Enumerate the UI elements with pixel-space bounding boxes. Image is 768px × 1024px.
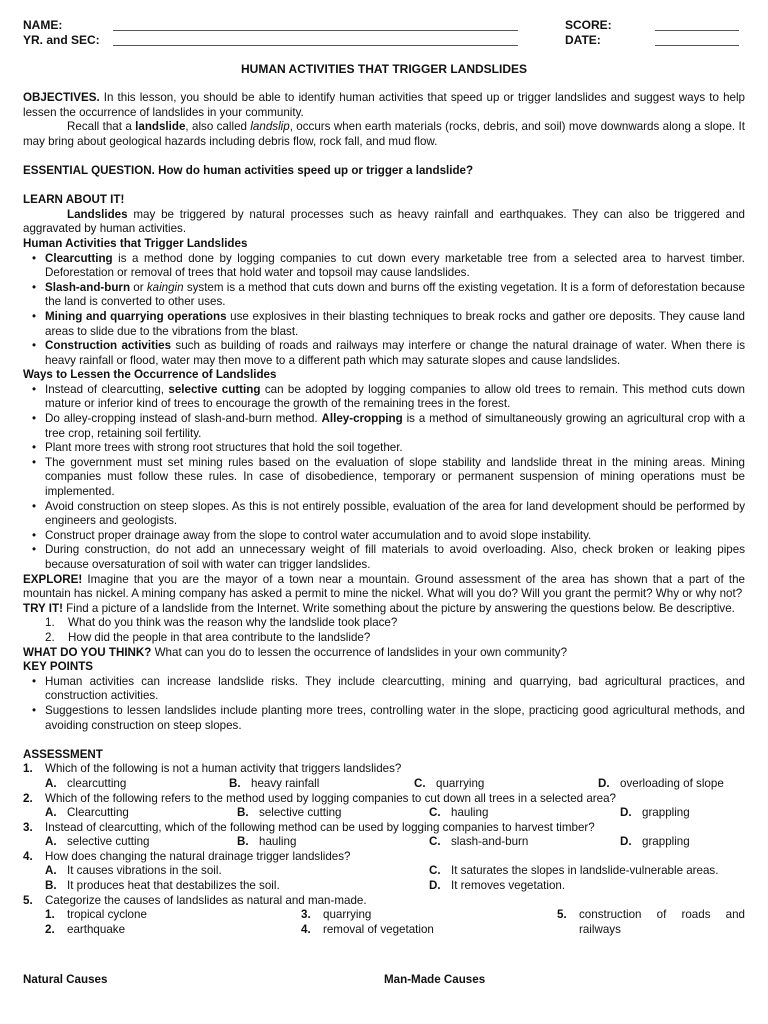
item-number: 5.: [557, 908, 567, 922]
try-it-paragraph: [23, 602, 745, 617]
option: [229, 777, 319, 792]
option-letter: A.: [45, 864, 57, 878]
item-text: can be adopted by logging companies to allow old trees to remain. This method cuts down mature or inferior kind of trees to encourage the growth of the remaining trees in the forest.: [45, 382, 745, 411]
answer-options: [23, 835, 745, 850]
answer-options: [23, 806, 745, 821]
option-letter: D.: [429, 879, 441, 893]
learn-intro: [23, 208, 745, 237]
name-line: [113, 30, 518, 31]
option-text: selective cutting: [259, 806, 342, 820]
list-item: • The government must set mining rules based on the evaluation of slope stability and landslide threat in the mining areas. Mining companies must follow these rules. In case of disobedience, temporary or permanent suspension of mining operations must be implemented.: [23, 456, 745, 500]
activities-list: [23, 252, 745, 369]
try-it-label: TRY IT!: [23, 601, 63, 615]
explore-paragraph: [23, 573, 745, 602]
list-item: [23, 631, 745, 646]
option-text: quarrying: [436, 776, 485, 790]
question-text: Categorize the causes of landslides as natural and man-made.: [45, 893, 367, 907]
list-item: [23, 252, 745, 281]
option: [237, 835, 296, 850]
cause-item: [45, 908, 147, 923]
option-text: overloading of slope: [620, 776, 724, 790]
page-title: HUMAN ACTIVITIES THAT TRIGGER LANDSLIDES: [241, 62, 527, 76]
activities-heading: Human Activities that Trigger Landslides: [23, 236, 248, 250]
ways-list: [23, 383, 745, 573]
cause-items: [23, 908, 745, 937]
think-paragraph: [23, 646, 745, 661]
item-text: earthquake: [67, 922, 126, 936]
answer-options: [23, 864, 745, 893]
item-text: system is a method that cuts down and burns off the existing vegetation. It is a form of deforestation because the land is converted to other uses.: [45, 280, 745, 309]
question-number: 3.: [23, 820, 33, 834]
option: [45, 879, 280, 894]
option: [598, 777, 724, 792]
man-made-causes-heading: Man-Made Causes: [384, 973, 486, 986]
question-text: Which of the following is not a human activity that triggers landslides?: [45, 762, 402, 776]
assessment-question: [23, 821, 745, 836]
list-item: • Human activities can increase landslide risks. They include clearcutting, mining and quarrying, bad agricultural practices, and construction activities.: [23, 675, 745, 704]
natural-causes-heading: Natural Causes: [23, 973, 108, 986]
answer-options: [23, 777, 745, 792]
option: [45, 864, 222, 879]
option-letter: B.: [237, 835, 249, 849]
item-text: removal of vegetation: [323, 922, 434, 936]
item-number: 2.: [45, 630, 55, 644]
kaingin-term: kaingin: [146, 280, 184, 294]
essential-question: ESSENTIAL QUESTION. How do human activities speed up or trigger a landslide?: [23, 163, 474, 177]
date-label: DATE:: [565, 33, 601, 47]
list-item: [23, 616, 745, 631]
item-text: is a method of simultaneously growing an agricultural crop with a tree crop, retaining soil fertility.: [45, 412, 745, 440]
item-number: 4.: [301, 922, 311, 936]
option-letter: D.: [620, 835, 632, 849]
option-letter: B.: [237, 806, 249, 820]
clearcutting-term: Clearcutting: [45, 251, 113, 265]
explore-label: EXPLORE!: [23, 572, 83, 586]
option-text: slash-and-burn: [451, 835, 529, 849]
option-text: grappling: [642, 806, 690, 820]
option: [429, 806, 488, 821]
item-text: construction of roads and: [579, 908, 745, 922]
option-letter: A.: [45, 835, 57, 849]
option-letter: C.: [429, 864, 441, 878]
question-text: How does changing the natural drainage trigger landslides?: [45, 849, 351, 863]
recall-text: , also called: [185, 120, 251, 134]
list-item: [23, 383, 745, 412]
option: [45, 806, 129, 821]
option-text: It removes vegetation.: [451, 879, 566, 893]
option: [45, 777, 126, 792]
yr-sec-label: YR. and SEC:: [23, 33, 100, 47]
assessment-question: [23, 792, 745, 807]
option-text: clearcutting: [67, 776, 127, 790]
assessment-question: [23, 894, 745, 909]
option-text: heavy rainfall: [251, 776, 320, 790]
score-label: SCORE:: [565, 18, 612, 32]
list-item: [23, 412, 745, 441]
option-letter: A.: [45, 776, 57, 790]
question-number: 4.: [23, 849, 33, 863]
recall-paragraph: [23, 120, 745, 149]
item-text: use explosives in their blasting techniques to break rocks and gather ore deposits. They cause land areas to slide due to the vibrations from the blast.: [45, 309, 745, 338]
score-line: [655, 30, 739, 31]
option-text: grappling: [642, 835, 690, 849]
option-letter: B.: [45, 879, 57, 893]
option-text: It saturates the slopes in landslide-vulnerable areas.: [451, 864, 719, 878]
list-item: [23, 310, 745, 339]
option-text: It produces heat that destabilizes the soil.: [67, 879, 280, 893]
item-number: 1.: [45, 908, 55, 922]
option-letter: C.: [429, 806, 441, 820]
objectives-label: OBJECTIVES.: [23, 91, 100, 104]
landslide-term: landslide: [135, 120, 186, 134]
construction-term: Construction activities: [45, 339, 172, 353]
list-item: • Construct proper drainage away from the slope to control water accumulation and to avoid slope instability.: [23, 529, 745, 544]
item-text: quarrying: [323, 908, 372, 922]
item-number: 2.: [45, 922, 55, 936]
question-number: 5.: [23, 893, 33, 907]
option: [45, 835, 150, 850]
try-it-text: Find a picture of a landslide from the Internet. Write something about the picture by answering the questions below. Be descriptive.: [62, 601, 735, 615]
selective-cutting-term: selective cutting: [168, 382, 261, 396]
list-item: • Avoid construction on steep slopes. As this is not entirely possible, evaluation of the area for land development should be performed by engineers and geologists.: [23, 500, 745, 529]
option: [620, 806, 690, 821]
item-text: Do alley-cropping instead of slash-and-burn method.: [45, 412, 322, 426]
option-text: hauling: [451, 806, 489, 820]
item-text: such as building of roads and railways may interfere or change the natural drainage of water. When there is heavy rainfall or flood, water may then move to a different path which may saturate slopes and cause landslides.: [45, 339, 745, 367]
option-letter: D.: [598, 776, 610, 790]
learn-heading: LEARN ABOUT IT!: [23, 193, 125, 207]
recall-text: , occurs when earth materials (rocks, debris, and soil) move downwards along a slope. It may bring about geological hazards including debris flow, rock fall, and mud flow.: [23, 120, 745, 148]
recall-text: Recall that a: [67, 120, 136, 134]
objectives-paragraph: [23, 91, 745, 120]
assessment-question: [23, 762, 745, 777]
option: [429, 879, 565, 894]
option-letter: A.: [45, 806, 57, 820]
mining-term: Mining and quarrying operations: [45, 309, 227, 323]
question-number: 1.: [23, 762, 33, 776]
item-number: 1.: [45, 616, 55, 630]
assessment-question: [23, 850, 745, 865]
landslip-term: landslip: [250, 120, 290, 134]
think-text: What can you do to lessen the occurrence of landslides in your own community?: [151, 645, 568, 659]
cause-item-continued: railways: [579, 922, 621, 936]
key-points-list: [23, 675, 745, 733]
question-text: Which of the following refers to the method used by logging companies to cut down all trees in a selected area?: [45, 791, 616, 805]
think-label: WHAT DO YOU THINK?: [23, 645, 152, 659]
list-item: • Plant more trees with strong root structures that hold the soil together.: [23, 441, 745, 456]
item-text: is a method done by logging companies to cut down every marketable tree from a selected area to harvest timber. Deforestation or removal of trees that hold water and topsoil may cause landslides.: [45, 251, 745, 280]
question-number: 2.: [23, 791, 33, 805]
item-text: tropical cyclone: [67, 908, 147, 922]
name-label: NAME:: [23, 18, 63, 32]
cause-item: [45, 923, 125, 938]
yr-sec-line: [113, 45, 518, 46]
option: [620, 835, 690, 850]
lesson-body: [23, 91, 745, 937]
ways-heading: Ways to Lessen the Occurrence of Landslides: [23, 368, 277, 382]
item-text: Instead of clearcutting,: [45, 382, 169, 396]
slash-and-burn-term: Slash-and-burn: [45, 280, 131, 294]
item-text: or: [130, 280, 147, 294]
option-text: selective cutting: [67, 835, 150, 849]
key-points-heading: KEY POINTS: [23, 660, 94, 674]
option-text: It causes vibrations in the soil.: [67, 864, 222, 878]
item-number: 3.: [301, 908, 311, 922]
landslides-term: Landslides: [67, 207, 128, 221]
item-text: What do you think was the reason why the landslide took place?: [68, 616, 398, 630]
option-text: Clearcutting: [67, 806, 129, 820]
option-letter: B.: [229, 776, 241, 790]
list-item: [23, 339, 745, 368]
assessment-heading: ASSESSMENT: [23, 747, 103, 761]
cause-item: [301, 923, 434, 938]
cause-item: [557, 908, 745, 923]
option-text: hauling: [259, 835, 297, 849]
option: [429, 835, 528, 850]
option: [414, 777, 484, 792]
learn-intro-text: may be triggered by natural processes such as heavy rainfall and earthquakes. They can also be triggered and aggravated by human activities.: [23, 207, 745, 236]
option-letter: D.: [620, 806, 632, 820]
option: [429, 864, 718, 879]
date-line: [655, 45, 739, 46]
list-item: • Suggestions to lessen landslides include planting more trees, controlling water in the slope, practicing good agricultural methods, and avoiding construction on steep slopes.: [23, 704, 745, 733]
item-text: How did the people in that area contribute to the landslide?: [68, 630, 371, 644]
try-it-questions: [23, 616, 745, 645]
list-item: • During construction, do not add an unnecessary weight of fill materials to avoid overloading. Also, check broken or leaking pipes because oversaturation of soil with water can trigger landslides.: [23, 543, 745, 572]
explore-text: Imagine that you are the mayor of a town near a mountain. Ground assessment of the area has shown that a part of the mountain has nickel. A mining company has asked a permit to mine the nickel. What will you do? Will you grant the permit? Why or why not?: [23, 572, 745, 601]
alley-cropping-term: Alley-cropping: [321, 412, 403, 426]
list-item: [23, 281, 745, 310]
option-letter: C.: [429, 835, 441, 849]
cause-item: [301, 908, 371, 923]
option-letter: C.: [414, 776, 426, 790]
option: [237, 806, 342, 821]
objectives-text: In this lesson, you should be able to identify human activities that speed up or trigger landslides and suggest ways to help lessen the occurrence of landslides in your community.: [23, 91, 745, 119]
question-text: Instead of clearcutting, which of the following method can be used by logging companies to harvest timber?: [45, 820, 595, 834]
